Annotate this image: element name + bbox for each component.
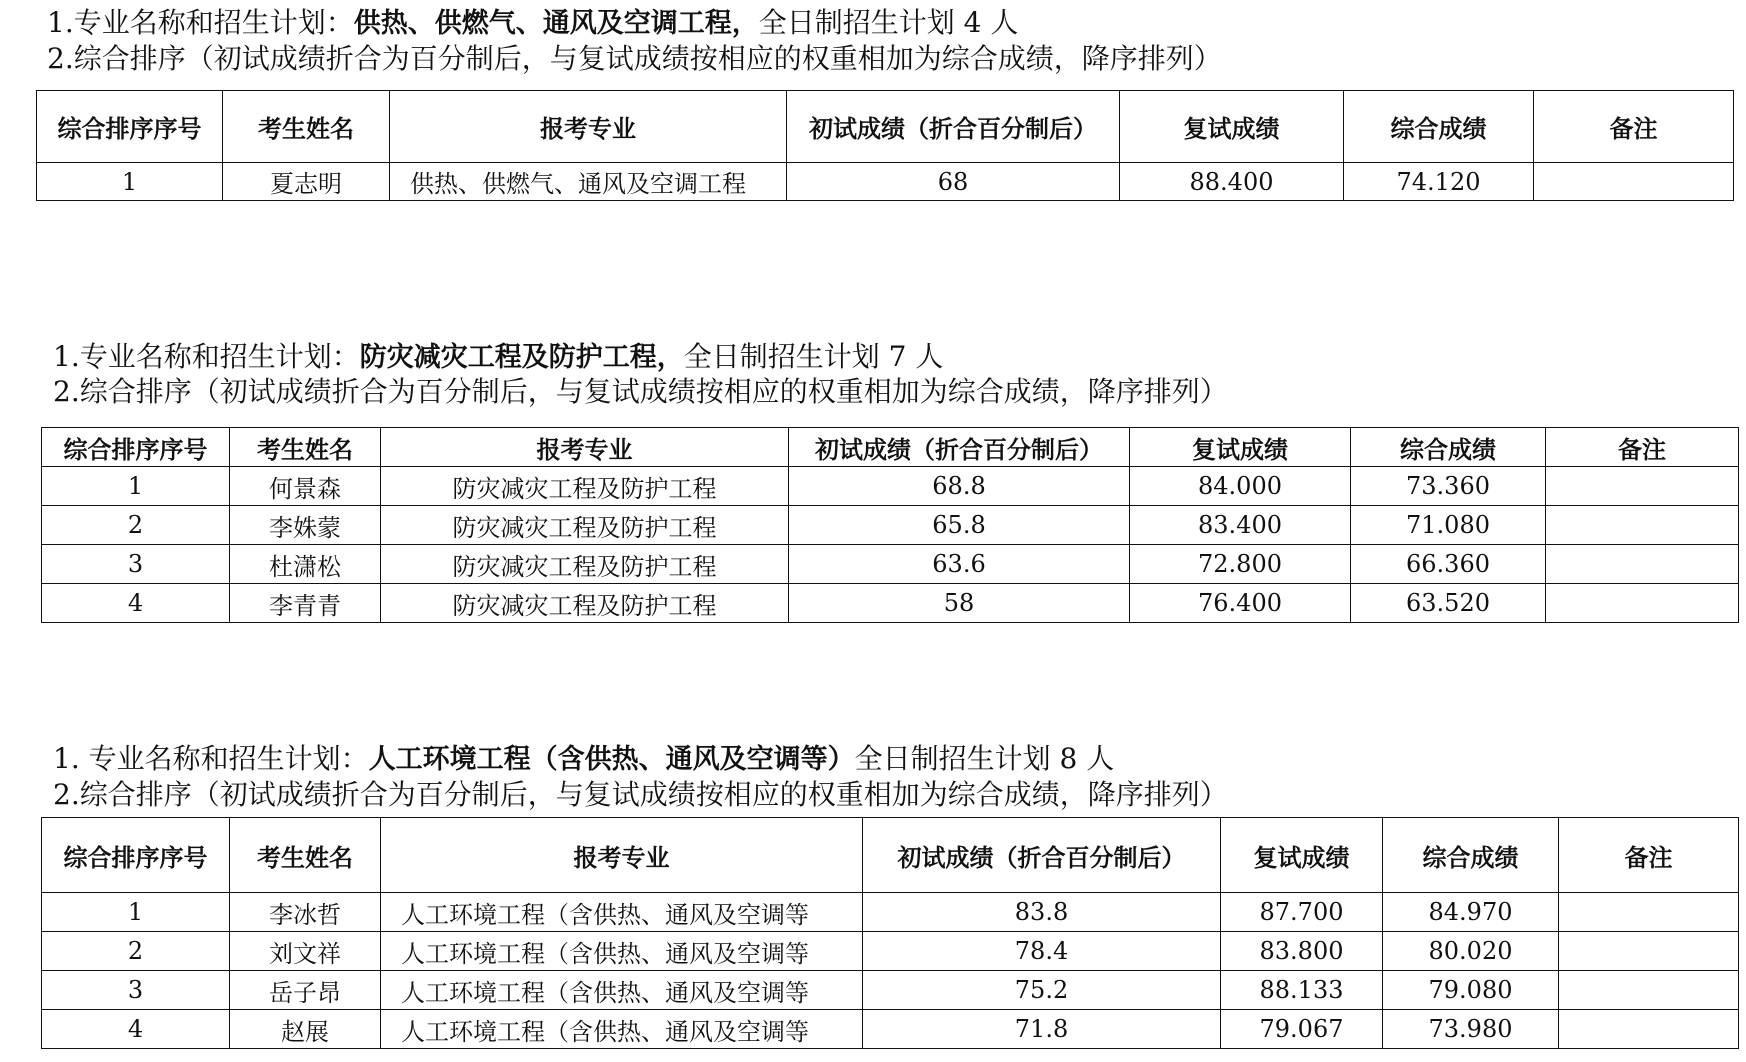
- header-total-score: 综合成绩: [1383, 818, 1559, 893]
- header-initial-score: 初试成绩（折合百分制后）: [863, 818, 1221, 893]
- cell-total: 66.360: [1351, 545, 1546, 584]
- cell-retest: 83.400: [1130, 506, 1351, 545]
- cell-rank: 2: [42, 932, 230, 971]
- cell-name: 刘文祥: [230, 932, 381, 971]
- header-name: 考生姓名: [230, 428, 381, 467]
- table-row: [42, 893, 1739, 932]
- cell-total: 71.080: [1351, 506, 1546, 545]
- cell-initial: 75.2: [863, 971, 1221, 1010]
- cell-major: 人工环境工程（含供热、通风及空调等: [381, 893, 863, 932]
- cell-initial: 71.8: [863, 1010, 1221, 1049]
- cell-note: [1559, 971, 1739, 1010]
- plan-prefix: 1.专业名称和招生计划：: [53, 340, 360, 373]
- table-row: [42, 545, 1739, 584]
- plan-line: [53, 340, 943, 375]
- cell-retest: 83.800: [1221, 932, 1383, 971]
- header-name: 考生姓名: [230, 818, 381, 893]
- cell-retest: 72.800: [1130, 545, 1351, 584]
- plan-quota: 全日制招生计划 8 人: [854, 742, 1115, 775]
- cell-retest: 87.700: [1221, 893, 1383, 932]
- plan-line: [47, 6, 1018, 41]
- cell-retest: 84.000: [1130, 467, 1351, 506]
- table-header-row: [42, 818, 1739, 893]
- table-row: [42, 971, 1739, 1010]
- cell-initial: 65.8: [789, 506, 1130, 545]
- cell-retest: 76.400: [1130, 584, 1351, 623]
- header-note: 备注: [1534, 91, 1734, 163]
- ranking-description: 2.综合排序（初试成绩折合为百分制后，与复试成绩按相应的权重相加为综合成绩，降序排列）: [53, 375, 1228, 408]
- header-total-score: 综合成绩: [1351, 428, 1546, 467]
- cell-major: 供热、供燃气、通风及空调工程: [390, 163, 787, 201]
- header-retest-score: 复试成绩: [1120, 91, 1344, 163]
- header-rank: 综合排序序号: [42, 818, 230, 893]
- header-name: 考生姓名: [223, 91, 390, 163]
- plan-quota: 全日制招生计划 7 人: [683, 340, 944, 373]
- plan-line: [53, 742, 1114, 777]
- ranking-table: [36, 90, 1734, 201]
- plan-prefix: 1.专业名称和招生计划：: [47, 6, 354, 39]
- plan-major: 防灾减灾工程及防护工程，: [359, 342, 684, 373]
- header-major: 报考专业: [381, 428, 789, 467]
- cell-major: 防灾减灾工程及防护工程: [381, 467, 789, 506]
- plan-quota: 全日制招生计划 4 人: [758, 6, 1019, 39]
- cell-name: 赵展: [230, 1010, 381, 1049]
- cell-name: 何景森: [230, 467, 381, 506]
- cell-major: 人工环境工程（含供热、通风及空调等: [381, 1010, 863, 1049]
- cell-initial: 63.6: [789, 545, 1130, 584]
- plan-major: 供热、供燃气、通风及空调工程，: [353, 8, 759, 39]
- header-major: 报考专业: [390, 91, 787, 163]
- cell-rank: 4: [42, 1010, 230, 1049]
- table-row: [42, 467, 1739, 506]
- cell-name: 杜潇松: [230, 545, 381, 584]
- table-row: [42, 584, 1739, 623]
- cell-initial: 58: [789, 584, 1130, 623]
- cell-major: 防灾减灾工程及防护工程: [381, 545, 789, 584]
- cell-name: 李姝蒙: [230, 506, 381, 545]
- header-total-score: 综合成绩: [1344, 91, 1534, 163]
- header-rank: 综合排序序号: [42, 428, 230, 467]
- header-retest-score: 复试成绩: [1221, 818, 1383, 893]
- header-note: 备注: [1559, 818, 1739, 893]
- cell-total: 84.970: [1383, 893, 1559, 932]
- cell-total: 73.360: [1351, 467, 1546, 506]
- cell-total: 74.120: [1344, 163, 1534, 201]
- cell-total: 63.520: [1351, 584, 1546, 623]
- cell-initial: 78.4: [863, 932, 1221, 971]
- cell-name: 夏志明: [223, 163, 390, 201]
- cell-major: 防灾减灾工程及防护工程: [381, 584, 789, 623]
- cell-note: [1559, 932, 1739, 971]
- cell-retest: 79.067: [1221, 1010, 1383, 1049]
- plan-prefix: 1. 专业名称和招生计划：: [53, 742, 369, 775]
- header-rank: 综合排序序号: [37, 91, 223, 163]
- cell-major: 人工环境工程（含供热、通风及空调等: [381, 932, 863, 971]
- plan-major: 人工环境工程（含供热、通风及空调等）: [368, 744, 855, 775]
- cell-name: 李冰哲: [230, 893, 381, 932]
- table-header-row: [37, 91, 1734, 163]
- cell-note: [1546, 584, 1739, 623]
- header-initial-score: 初试成绩（折合百分制后）: [789, 428, 1130, 467]
- cell-initial: 68.8: [789, 467, 1130, 506]
- cell-note: [1546, 506, 1739, 545]
- table-row: [42, 932, 1739, 971]
- table-row: [42, 506, 1739, 545]
- header-initial-score: 初试成绩（折合百分制后）: [787, 91, 1120, 163]
- cell-initial: 83.8: [863, 893, 1221, 932]
- cell-rank: 1: [37, 163, 223, 201]
- cell-retest: 88.133: [1221, 971, 1383, 1010]
- cell-total: 80.020: [1383, 932, 1559, 971]
- cell-rank: 2: [42, 506, 230, 545]
- cell-rank: 1: [42, 893, 230, 932]
- table-row: [42, 1010, 1739, 1049]
- cell-rank: 3: [42, 545, 230, 584]
- cell-rank: 4: [42, 584, 230, 623]
- header-major: 报考专业: [381, 818, 863, 893]
- cell-total: 79.080: [1383, 971, 1559, 1010]
- cell-note: [1546, 467, 1739, 506]
- ranking-description: 2.综合排序（初试成绩折合为百分制后，与复试成绩按相应的权重相加为综合成绩，降序排列）: [53, 778, 1228, 811]
- cell-rank: 3: [42, 971, 230, 1010]
- cell-note: [1559, 893, 1739, 932]
- cell-rank: 1: [42, 467, 230, 506]
- cell-name: 岳子昂: [230, 971, 381, 1010]
- ranking-table: [41, 427, 1739, 623]
- table-header-row: [42, 428, 1739, 467]
- header-retest-score: 复试成绩: [1130, 428, 1351, 467]
- cell-note: [1546, 545, 1739, 584]
- cell-note: [1534, 163, 1734, 201]
- cell-name: 李青青: [230, 584, 381, 623]
- cell-major: 防灾减灾工程及防护工程: [381, 506, 789, 545]
- cell-retest: 88.400: [1120, 163, 1344, 201]
- cell-total: 73.980: [1383, 1010, 1559, 1049]
- cell-major: 人工环境工程（含供热、通风及空调等: [381, 971, 863, 1010]
- ranking-table: [41, 817, 1739, 1049]
- cell-initial: 68: [787, 163, 1120, 201]
- table-row: [37, 163, 1734, 201]
- ranking-description: 2.综合排序（初试成绩折合为百分制后，与复试成绩按相应的权重相加为综合成绩，降序排列）: [47, 42, 1222, 75]
- header-note: 备注: [1546, 428, 1739, 467]
- cell-note: [1559, 1010, 1739, 1049]
